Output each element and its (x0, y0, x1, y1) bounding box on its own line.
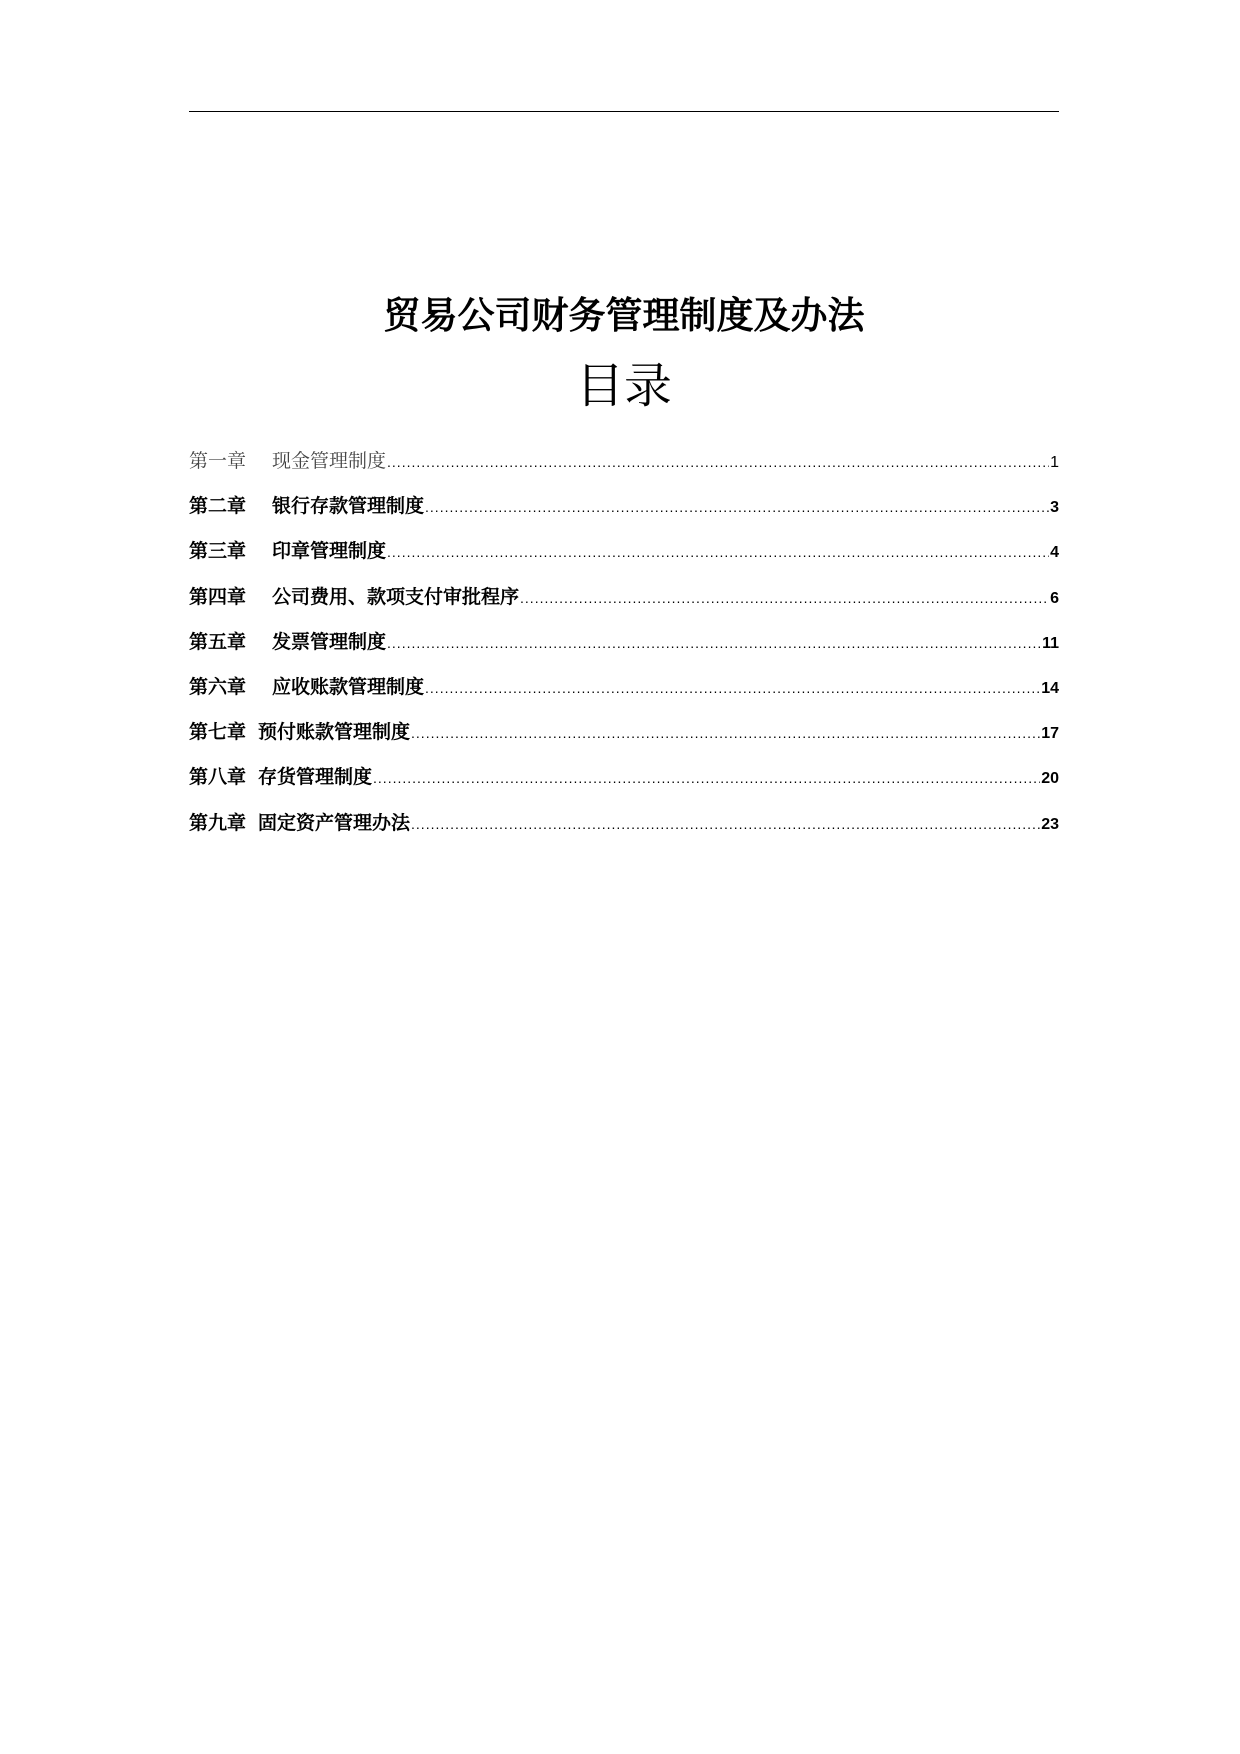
toc-dot-leader (425, 499, 1049, 515)
toc-page-number: 20 (1041, 770, 1059, 788)
toc-dot-leader (411, 725, 1040, 741)
toc-chapter-title: 印章管理制度 (272, 540, 387, 563)
toc-entry-chapter-6[interactable] (189, 672, 1059, 717)
toc-dot-leader (373, 770, 1040, 786)
toc-chapter-title: 固定资产管理办法 (258, 811, 411, 834)
toc-entry-chapter-5[interactable] (189, 627, 1059, 672)
toc-chapter-number: 第九章 (189, 811, 247, 834)
toc-entry-chapter-3[interactable] (189, 536, 1059, 581)
toc-page-number: 14 (1041, 679, 1059, 697)
toc-chapter-number: 第七章 (189, 721, 247, 744)
toc-chapter-title: 公司费用、款项支付审批程序 (272, 585, 520, 608)
toc-dot-leader (520, 590, 1049, 606)
document-title: 贸易公司财务管理制度及办法 (383, 293, 865, 337)
toc-entry-chapter-2[interactable] (189, 491, 1059, 536)
toc-dot-leader (387, 635, 1041, 651)
header-rule (189, 111, 1059, 112)
toc-heading: 目录 (575, 358, 672, 414)
toc-chapter-number: 第一章 (189, 450, 247, 472)
toc-chapter-number: 第六章 (189, 675, 247, 698)
toc-page-number: 1 (1050, 454, 1059, 471)
toc-chapter-title: 存货管理制度 (258, 766, 373, 789)
toc-chapter-title: 发票管理制度 (272, 630, 387, 653)
toc-dot-leader (411, 816, 1040, 832)
toc-chapter-number: 第三章 (189, 540, 247, 563)
toc-entry-chapter-7[interactable] (189, 717, 1059, 762)
toc-page-number: 23 (1041, 815, 1059, 833)
toc-entry-chapter-1[interactable] (189, 446, 1059, 491)
toc-chapter-title: 预付账款管理制度 (258, 721, 411, 744)
toc-chapter-number: 第五章 (189, 630, 247, 653)
table-of-contents (189, 446, 1059, 853)
toc-chapter-title: 应收账款管理制度 (272, 675, 425, 698)
toc-chapter-title: 现金管理制度 (272, 450, 387, 472)
toc-chapter-number: 第四章 (189, 585, 247, 608)
toc-page-number: 11 (1042, 634, 1059, 652)
toc-chapter-number: 第八章 (189, 766, 247, 789)
toc-chapter-number: 第二章 (189, 495, 247, 518)
toc-entry-chapter-4[interactable] (189, 582, 1059, 627)
toc-page-number: 6 (1050, 589, 1059, 607)
toc-dot-leader (387, 544, 1049, 560)
toc-page-number: 3 (1050, 499, 1059, 517)
toc-page-number: 4 (1050, 544, 1059, 562)
toc-page-number: 17 (1041, 725, 1059, 743)
toc-chapter-title: 银行存款管理制度 (272, 495, 425, 518)
toc-dot-leader (387, 454, 1049, 470)
toc-entry-chapter-9[interactable] (189, 808, 1059, 853)
toc-entry-chapter-8[interactable] (189, 762, 1059, 807)
toc-dot-leader (425, 680, 1040, 696)
